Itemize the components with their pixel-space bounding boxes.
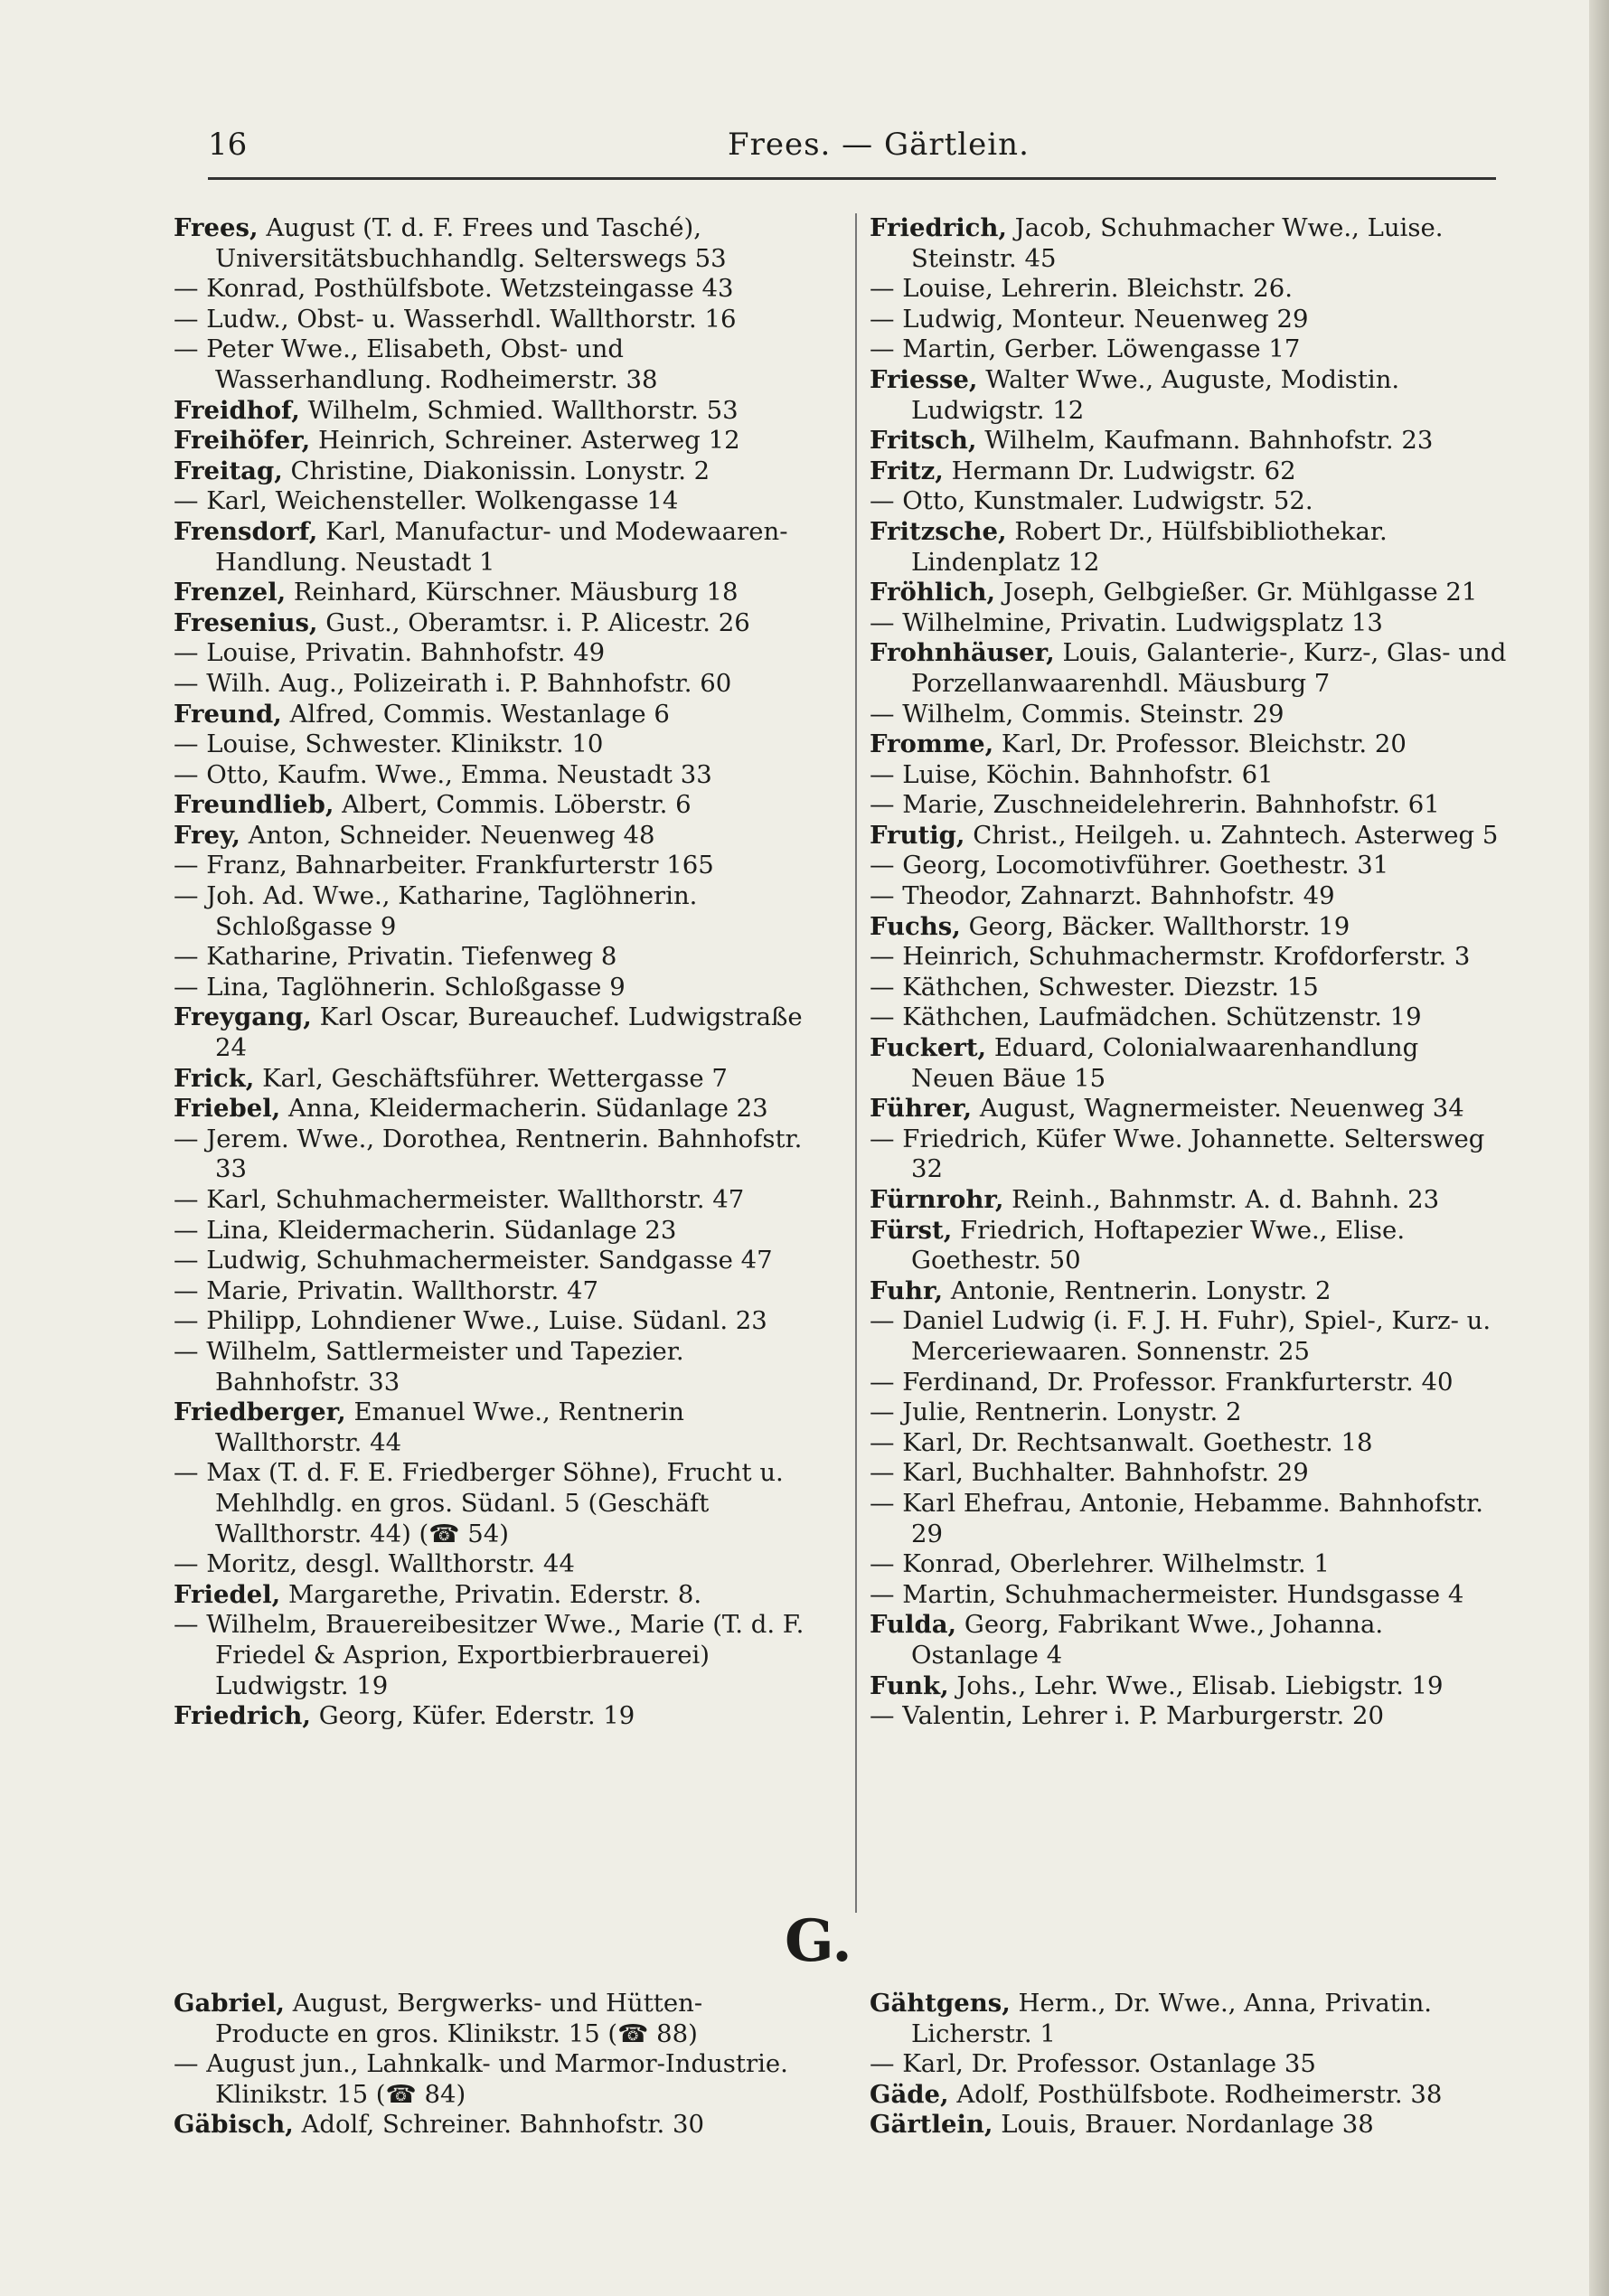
directory-entry [870, 881, 1507, 912]
entry-surname: Freygang, [174, 1002, 312, 1032]
directory-entry [870, 1580, 1507, 1611]
entry-details: — Konrad, Oberlehrer. Wilhelmstr. 1 [870, 1549, 1330, 1579]
directory-entry [174, 942, 811, 973]
entry-details: Adolf, Schreiner. Bahnhofstr. 30 [293, 2110, 705, 2140]
bottom-right-column [870, 1989, 1507, 2141]
entry-details: Robert Dr., Hülfsbibliothekar. Lindenplatz 12 [911, 516, 1388, 577]
entry-details: Margarethe, Privatin. Ederstr. 8. [280, 1579, 702, 1609]
directory-entry [870, 1397, 1507, 1428]
directory-entry [870, 821, 1507, 852]
directory-entry [870, 851, 1507, 881]
directory-entry [870, 517, 1507, 578]
entry-details: — Louise, Schwester. Klinikstr. 10 [174, 729, 604, 759]
entry-details: Reinhard, Kürschner. Mäusburg 18 [286, 578, 739, 607]
entry-surname: Funk, [870, 1670, 949, 1700]
directory-entry [174, 578, 811, 608]
entry-details: Heinrich, Schreiner. Asterweg 12 [310, 426, 740, 456]
entry-details: Adolf, Posthülfsbote. Rodheimerstr. 38 [948, 2079, 1443, 2109]
entry-details: — Martin, Gerber. Löwengasse 17 [870, 334, 1301, 364]
entry-surname: Fürst, [870, 1215, 953, 1245]
entry-details: — Ferdinand, Dr. Professor. Frankfurterstr. 40 [870, 1367, 1454, 1397]
entry-surname: Fresenius, [174, 607, 318, 637]
entry-surname: Fulda, [870, 1610, 957, 1640]
entry-details: — Philipp, Lohndiener Wwe., Luise. Südanl. 23 [174, 1306, 767, 1336]
page-edge [1589, 0, 1609, 2296]
directory-entry [870, 700, 1507, 730]
directory-entry [174, 760, 811, 791]
entry-details: — Konrad, Posthülfsbote. Wetzsteingasse 43 [174, 274, 734, 304]
entry-details: — Heinrich, Schuhmachermstr. Krofdorferstr. 3 [870, 942, 1471, 972]
directory-entry [870, 729, 1507, 760]
directory-entry [174, 851, 811, 881]
entry-details: — Karl, Schuhmachermeister. Wallthorstr. 47 [174, 1185, 745, 1214]
directory-entry [870, 1458, 1507, 1489]
directory-entry [174, 213, 811, 274]
entry-surname: Gärtlein, [870, 2110, 993, 2140]
directory-entry [870, 1185, 1507, 1216]
entry-details: — Joh. Ad. Wwe., Katharine, Taglöhnerin. Schloßgasse 9 [174, 881, 698, 941]
directory-entry [870, 365, 1507, 426]
entry-details: — Julie, Rentnerin. Lonystr. 2 [870, 1397, 1242, 1427]
entry-details: August, Bergwerks- und Hütten-Producte en gros. Klinikstr. 15 (☎ 88) [215, 1989, 703, 2048]
entry-details: — Karl, Dr. Rechtsanwalt. Goethestr. 18 [870, 1427, 1373, 1457]
directory-entry [870, 305, 1507, 335]
directory-entry [174, 1276, 811, 1307]
entry-details: — Ludwig, Monteur. Neuenweg 29 [870, 304, 1309, 334]
entry-details: Louis, Galanterie-, Kurz-, Glas- und Porzellanwaarenhdl. Mäusburg 7 [911, 638, 1507, 698]
entry-surname: Fritsch, [870, 426, 977, 456]
directory-entry [870, 456, 1507, 487]
directory-entry [174, 669, 811, 700]
entry-surname: Fritz, [870, 456, 944, 485]
entry-surname: Führer, [870, 1094, 973, 1124]
entry-surname: Fuchs, [870, 911, 961, 941]
entry-details: — Lina, Kleidermacherin. Südanlage 23 [174, 1215, 677, 1245]
entry-details: Albert, Commis. Löberstr. 6 [334, 790, 692, 820]
directory-entry [174, 1337, 811, 1397]
directory-entry [870, 1033, 1507, 1094]
entry-surname: Frutig, [870, 820, 965, 850]
directory-entry [174, 1064, 811, 1095]
entry-surname: Frey, [174, 820, 240, 850]
directory-entry [174, 1124, 811, 1185]
entry-details: — Karl Ehefrau, Antonie, Hebamme. Bahnhofstr. 29 [870, 1488, 1483, 1548]
entry-surname: Gäde, [870, 2079, 949, 2109]
directory-entry [174, 881, 811, 942]
directory-entry [870, 790, 1507, 821]
entry-surname: Freidhof, [174, 395, 300, 425]
left-column [174, 213, 811, 1732]
entry-surname: Freund, [174, 699, 282, 729]
entry-details: — Wilhelm, Commis. Steinstr. 29 [870, 699, 1284, 729]
entry-details: Wilhelm, Schmied. Wallthorstr. 53 [299, 395, 739, 425]
entry-details: — Wilh. Aug., Polizeirath i. P. Bahnhofstr. 60 [174, 668, 732, 698]
page-header [208, 127, 1496, 170]
entry-details: — Otto, Kaufm. Wwe., Emma. Neustadt 33 [174, 759, 712, 789]
entry-details: — Friedrich, Küfer Wwe. Johannette. Seltersweg 32 [870, 1124, 1485, 1184]
directory-entry [870, 2049, 1507, 2080]
entry-details: Karl, Manufactur- und Modewaaren-Handlung. Neustadt 1 [215, 516, 788, 577]
entry-details: Christ., Heilgeh. u. Zahntech. Asterweg 5 [964, 820, 1499, 850]
directory-entry [870, 334, 1507, 365]
entry-details: Herm., Dr. Wwe., Anna, Privatin. Licherstr. 1 [911, 1989, 1433, 2048]
entry-details: — Marie, Zuschneidelehrerin. Bahnhofstr. 61 [870, 790, 1440, 820]
directory-entry [174, 729, 811, 760]
entry-details: August (T. d. F. Frees und Tasché), Universitätsbuchhandlg. Selterswegs 53 [215, 213, 727, 273]
entry-surname: Friedel, [174, 1579, 281, 1609]
directory-entry [174, 608, 811, 639]
entry-surname: Freihöfer, [174, 426, 311, 456]
directory-entry [174, 456, 811, 487]
directory-entry [174, 1306, 811, 1337]
entry-details: — August jun., Lahnkalk- und Marmor-Industrie. Klinikstr. 15 (☎ 84) [174, 2049, 788, 2109]
entry-details: — Peter Wwe., Elisabeth, Obst- und Wasserhandlung. Rodheimerstr. 38 [174, 334, 658, 394]
entry-details: — Käthchen, Schwester. Diezstr. 15 [870, 972, 1319, 1002]
entry-details: — Max (T. d. F. E. Friedberger Söhne), Frucht u. Mehlhdlg. en gros. Südanl. 5 (Geschäft Wallthorstr. 44) (☎ 54) [174, 1458, 784, 1548]
directory-entry [870, 1489, 1507, 1549]
entry-surname: Friedrich, [870, 213, 1007, 242]
entry-details: Anton, Schneider. Neuenweg 48 [240, 820, 655, 850]
directory-entry [870, 426, 1507, 456]
directory-entry [174, 1094, 811, 1124]
entry-details: Anna, Kleidermacherin. Südanlage 23 [280, 1094, 768, 1124]
directory-entry [870, 274, 1507, 305]
directory-entry [174, 638, 811, 669]
entry-details: — Ludw., Obst- u. Wasserhdl. Wallthorstr. 16 [174, 304, 737, 334]
entry-details: — Franz, Bahnarbeiter. Frankfurterstr 165 [174, 851, 714, 880]
entry-details: Christine, Diakonissin. Lonystr. 2 [282, 456, 710, 485]
entry-details: Louis, Brauer. Nordanlage 38 [993, 2110, 1374, 2140]
entry-surname: Gäbisch, [174, 2110, 294, 2140]
directory-entry [174, 2049, 811, 2110]
entry-details: Karl, Geschäftsführer. Wettergasse 7 [254, 1063, 728, 1093]
entry-details: Emanuel Wwe., Rentnerin Wallthorstr. 44 [215, 1397, 684, 1457]
directory-entry [174, 973, 811, 1003]
directory-entry [174, 1216, 811, 1247]
directory-entry [870, 1094, 1507, 1124]
entry-details: — Wilhelm, Sattlermeister und Tapezier. Bahnhofstr. 33 [174, 1336, 684, 1397]
entry-details: — Georg, Locomotivführer. Goethestr. 31 [870, 851, 1389, 880]
entry-surname: Frick, [174, 1063, 255, 1093]
entry-details: Eduard, Colonialwaarenhandlung Neuen Bäue 15 [911, 1033, 1419, 1093]
directory-entry [174, 1989, 811, 2049]
entry-details: — Daniel Ludwig (i. F. J. H. Fuhr), Spiel-, Kurz- u. Merceriewaaren. Sonnenstr. 25 [870, 1306, 1491, 1366]
directory-entry [174, 821, 811, 852]
entry-details: — Valentin, Lehrer i. P. Marburgerstr. 20 [870, 1701, 1384, 1731]
entry-details: — Karl, Weichensteller. Wolkengasse 14 [174, 486, 679, 516]
entry-surname: Friedrich, [174, 1701, 311, 1731]
directory-entry [870, 760, 1507, 791]
entry-details: — Theodor, Zahnarzt. Bahnhofstr. 49 [870, 881, 1335, 911]
page-number: 16 [208, 127, 248, 163]
entry-details: — Moritz, desgl. Wallthorstr. 44 [174, 1549, 575, 1579]
entry-surname: Frensdorf, [174, 516, 318, 546]
directory-entry [870, 638, 1507, 699]
entry-details: Walter Wwe., Auguste, Modistin. Ludwigstr. 12 [911, 364, 1400, 425]
entry-details: Joseph, Gelbgießer. Gr. Mühlgasse 21 [995, 578, 1478, 607]
entry-details: — Otto, Kunstmaler. Ludwigstr. 52. [870, 486, 1313, 516]
entry-surname: Friebel, [174, 1094, 281, 1124]
directory-entry [870, 2110, 1507, 2141]
entry-surname: Frohnhäuser, [870, 638, 1055, 668]
directory-entry [870, 1368, 1507, 1398]
entry-details: Karl, Dr. Professor. Bleichstr. 20 [993, 729, 1407, 759]
entry-details: Georg, Fabrikant Wwe., Johanna. Ostanlage 4 [911, 1610, 1384, 1670]
directory-entry [870, 912, 1507, 943]
entry-details: — Lina, Taglöhnerin. Schloßgasse 9 [174, 972, 626, 1002]
entry-surname: Freundlieb, [174, 790, 334, 820]
directory-entry [870, 1428, 1507, 1459]
directory-entry [870, 578, 1507, 608]
entry-surname: Fuckert, [870, 1033, 987, 1063]
entry-details: — Katharine, Privatin. Tiefenweg 8 [174, 942, 617, 972]
entry-details: — Karl, Buchhalter. Bahnhofstr. 29 [870, 1458, 1309, 1488]
entry-surname: Fromme, [870, 729, 994, 759]
entry-details: Reinh., Bahnmstr. A. d. Bahnh. 23 [1003, 1185, 1440, 1214]
entry-details: — Ludwig, Schuhmachermeister. Sandgasse 47 [174, 1246, 773, 1275]
directory-entry [174, 274, 811, 305]
bottom-left-column [174, 1989, 811, 2141]
header-rule [208, 177, 1496, 180]
entry-details: — Louise, Lehrerin. Bleichstr. 26. [870, 274, 1293, 304]
entry-surname: Gabriel, [174, 1989, 285, 2018]
entry-details: Gust., Oberamtsr. i. P. Alicestr. 26 [317, 607, 750, 637]
directory-entry [174, 700, 811, 730]
directory-entry [870, 1701, 1507, 1732]
entry-surname: Fritzsche, [870, 516, 1007, 546]
directory-entry [870, 2080, 1507, 2111]
entry-details: — Marie, Privatin. Wallthorstr. 47 [174, 1275, 598, 1305]
directory-entry [174, 305, 811, 335]
directory-entry [870, 1671, 1507, 1702]
entry-details: — Käthchen, Laufmädchen. Schützenstr. 19 [870, 1002, 1422, 1032]
entry-details: — Jerem. Wwe., Dorothea, Rentnerin. Bahnhofstr. 33 [174, 1124, 803, 1184]
directory-entry [174, 1002, 811, 1063]
directory-entry [174, 1246, 811, 1276]
directory-entry [870, 1002, 1507, 1033]
directory-entry [870, 213, 1507, 274]
entry-details: Antonie, Rentnerin. Lonystr. 2 [943, 1275, 1331, 1305]
entry-details: — Luise, Köchin. Bahnhofstr. 61 [870, 759, 1274, 789]
entry-details: — Martin, Schuhmachermeister. Hundsgasse 4 [870, 1579, 1464, 1609]
directory-entry [174, 517, 811, 578]
entry-details: Georg, Küfer. Ederstr. 19 [310, 1701, 635, 1731]
directory-entry [870, 1549, 1507, 1580]
entry-details: Johs., Lehr. Wwe., Elisab. Liebigstr. 19 [948, 1670, 1444, 1700]
directory-entry [870, 1216, 1507, 1276]
right-column [870, 213, 1507, 1732]
entry-details: — Louise, Privatin. Bahnhofstr. 49 [174, 638, 606, 668]
directory-entry [174, 1701, 811, 1732]
section-letter: G. [785, 1907, 852, 1975]
directory-entry [174, 1185, 811, 1216]
entry-surname: Friesse, [870, 364, 978, 394]
running-title: Frees. — Gärtlein. [728, 127, 1030, 163]
entry-surname: Fürnrohr, [870, 1185, 1004, 1214]
entry-details: — Wilhelmine, Privatin. Ludwigsplatz 13 [870, 607, 1383, 637]
directory-entry [870, 1306, 1507, 1367]
directory-entry [174, 1610, 811, 1701]
directory-entry [174, 396, 811, 427]
directory-entry [174, 1549, 811, 1580]
entry-details: Karl Oscar, Bureauchef. Ludwigstraße 24 [215, 1002, 803, 1063]
entry-surname: Gähtgens, [870, 1989, 1011, 2018]
entry-details: — Karl, Dr. Professor. Ostanlage 35 [870, 2049, 1316, 2079]
directory-entry [174, 426, 811, 456]
entry-surname: Fuhr, [870, 1275, 944, 1305]
directory-entry [174, 1397, 811, 1458]
entry-details: Friedrich, Hoftapezier Wwe., Elise. Goethestr. 50 [911, 1215, 1406, 1275]
directory-entry [870, 1276, 1507, 1307]
entry-surname: Friedberger, [174, 1397, 346, 1427]
entry-surname: Freitag, [174, 456, 283, 485]
entry-details: Jacob, Schuhmacher Wwe., Luise. Steinstr. 45 [911, 213, 1444, 273]
entry-surname: Frees, [174, 213, 259, 242]
directory-entry [174, 1580, 811, 1611]
entry-details: Alfred, Commis. Westanlage 6 [281, 699, 670, 729]
directory-entry [174, 486, 811, 517]
entry-details: Georg, Bäcker. Wallthorstr. 19 [960, 911, 1350, 941]
directory-entry [870, 608, 1507, 639]
entry-surname: Fröhlich, [870, 578, 996, 607]
entry-details: Hermann Dr. Ludwigstr. 62 [943, 456, 1296, 485]
entry-details: Wilhelm, Kaufmann. Bahnhofstr. 23 [976, 426, 1434, 456]
directory-entry [870, 973, 1507, 1003]
entry-details: — Wilhelm, Brauereibesitzer Wwe., Marie (T. d. F. Friedel & Asprion, Exportbierbrauerei) Ludwigstr. 19 [174, 1610, 804, 1700]
directory-entry [870, 1124, 1507, 1185]
entry-surname: Frenzel, [174, 578, 287, 607]
entry-details: August, Wagnermeister. Neuenweg 34 [972, 1094, 1464, 1124]
directory-entry [870, 1610, 1507, 1670]
directory-entry [174, 790, 811, 821]
directory-entry [174, 334, 811, 395]
directory-entry [870, 486, 1507, 517]
directory-entry [870, 1989, 1507, 2049]
directory-entry [174, 1458, 811, 1549]
column-divider [855, 213, 857, 1913]
directory-entry [174, 2110, 811, 2141]
directory-entry [870, 942, 1507, 973]
